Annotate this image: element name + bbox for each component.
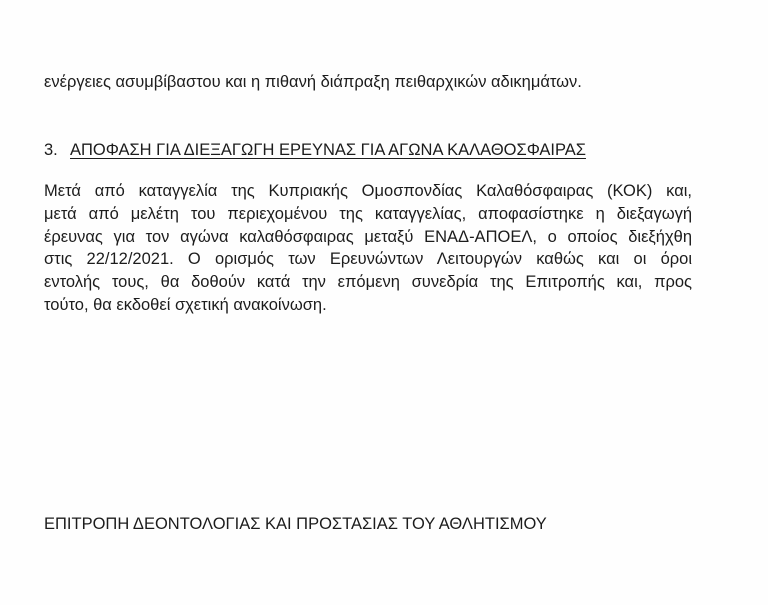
- paragraph-line: εντολής τους, θα δοθούν κατά την επόμενη συνεδρία της Επιτροπής και, προς: [44, 273, 692, 292]
- paragraph-line: τούτο, θα εκδοθεί σχετική ανακοίνωση.: [44, 295, 327, 314]
- decision-paragraph: [44, 180, 692, 317]
- committee-signature: ΕΠΙΤΡΟΠΗ ΔΕΟΝΤΟΛΟΓΙΑΣ ΚΑΙ ΠΡΟΣΤΑΣΙΑΣ ΤΟΥ ΑΘΛΗΤΙΣΜΟΥ: [44, 515, 547, 533]
- section-heading: [44, 140, 586, 160]
- paragraph-line: μετά από μελέτη του περιεχομένου της καταγγελίας, αποφασίστηκε η διεξαγωγή: [44, 204, 692, 223]
- section-title: ΑΠΟΦΑΣΗ ΓΙΑ ΔΙΕΞΑΓΩΓΗ ΕΡΕΥΝΑΣ ΓΙΑ ΑΓΩΝΑ ΚΑΛΑΘΟΣΦΑΙΡΑΣ: [70, 141, 586, 159]
- paragraph-line: στις 22/12/2021. Ο ορισμός των Ερευνώντων Λειτουργών καθώς και οι όροι: [44, 250, 692, 269]
- section-number: 3.: [44, 141, 58, 159]
- paragraph-line: έρευνας για τον αγώνα καλαθόσφαιρας μεταξύ ΕΝΑΔ-ΑΠΟΕΛ, ο οποίος διεξήχθη: [44, 227, 692, 246]
- paragraph-line: Μετά από καταγγελία της Κυπριακής Ομοσπονδίας Καλαθόσφαιρας (ΚΟΚ) και,: [44, 182, 692, 200]
- previous-paragraph-end: ενέργειες ασυμβίβαστου και η πιθανή διάπραξη πειθαρχικών αδικημάτων.: [44, 73, 582, 91]
